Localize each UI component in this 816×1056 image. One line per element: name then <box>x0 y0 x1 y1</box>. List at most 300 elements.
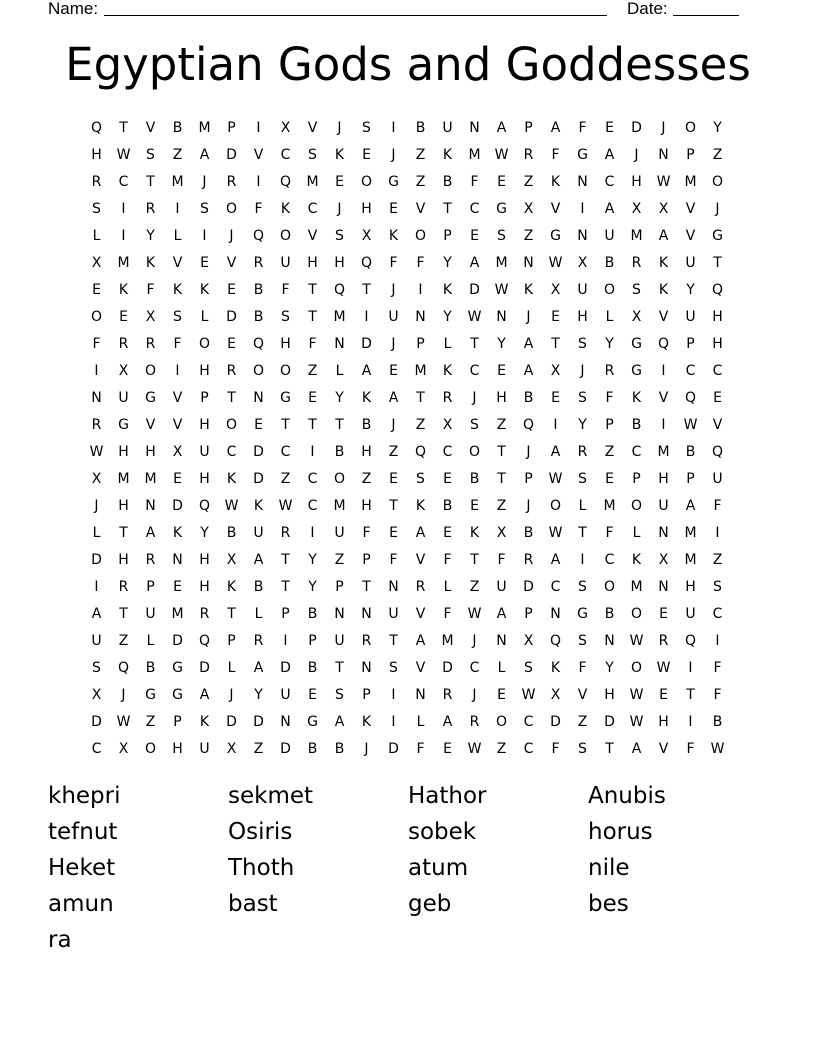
grid-letter: E <box>497 686 506 703</box>
grid-letter: C <box>307 470 318 487</box>
grid-letter: N <box>496 632 507 649</box>
grid-letter: L <box>92 227 101 244</box>
grid-row <box>83 708 731 735</box>
grid-letter: L <box>227 659 236 676</box>
grid-letter: K <box>280 200 291 217</box>
grid-letter: W <box>521 686 536 703</box>
grid-letter: M <box>684 524 697 541</box>
grid-letter: H <box>145 443 156 460</box>
grid-letter: D <box>253 443 264 460</box>
grid-letter: U <box>685 308 696 325</box>
grid-letter: E <box>389 524 398 541</box>
grid-letter: K <box>199 281 210 298</box>
grid-letter: J <box>526 308 531 325</box>
date-label: Date: <box>627 0 668 18</box>
grid-row <box>83 681 731 708</box>
grid-letter: A <box>658 227 669 244</box>
grid-letter: N <box>577 227 588 244</box>
grid-letter: E <box>308 389 317 406</box>
grid-letter: O <box>603 281 616 298</box>
grid-letter: Z <box>469 578 480 595</box>
grid-letter: G <box>118 416 129 433</box>
grid-letter: H <box>361 497 372 514</box>
grid-row <box>83 249 731 276</box>
word-list-item: tefnut <box>48 819 118 845</box>
grid-letter: B <box>334 740 345 757</box>
grid-letter: Q <box>333 281 346 298</box>
grid-letter: B <box>334 443 345 460</box>
grid-letter: J <box>472 632 477 649</box>
grid-letter: P <box>200 389 209 406</box>
grid-letter: E <box>443 740 452 757</box>
grid-letter: L <box>335 362 344 379</box>
grid-letter: P <box>443 227 452 244</box>
grid-letter: Q <box>711 281 724 298</box>
grid-letter: N <box>172 551 183 568</box>
page-title: Egyptian Gods and Goddesses <box>65 38 751 91</box>
grid-letter: H <box>604 686 615 703</box>
grid-letter: D <box>550 713 561 730</box>
grid-letter: V <box>415 200 426 217</box>
grid-letter: U <box>658 497 669 514</box>
grid-letter: J <box>337 119 342 136</box>
grid-letter: A <box>91 605 102 622</box>
grid-letter: B <box>631 416 642 433</box>
grid-letter: M <box>198 119 211 136</box>
grid-letter: K <box>118 281 129 298</box>
grid-letter: R <box>361 632 372 649</box>
grid-row <box>83 222 731 249</box>
word-list-item: horus <box>588 819 653 845</box>
grid-letter: L <box>443 335 452 352</box>
grid-letter: A <box>145 524 156 541</box>
grid-letter: B <box>307 605 318 622</box>
grid-letter: P <box>686 470 695 487</box>
grid-letter: B <box>307 659 318 676</box>
grid-letter: W <box>467 308 482 325</box>
grid-letter: R <box>199 605 210 622</box>
grid-letter: S <box>497 227 506 244</box>
grid-letter: U <box>442 119 453 136</box>
grid-letter: R <box>91 173 102 190</box>
grid-letter: O <box>198 335 211 352</box>
grid-letter: X <box>550 686 561 703</box>
grid-letter: H <box>361 443 372 460</box>
name-label: Name: <box>48 0 99 18</box>
grid-letter: X <box>631 200 642 217</box>
grid-letter: V <box>172 416 183 433</box>
grid-letter: R <box>253 632 264 649</box>
grid-letter: Z <box>388 443 399 460</box>
grid-letter: I <box>418 281 423 298</box>
grid-letter: Q <box>549 632 562 649</box>
grid-letter: B <box>604 254 615 271</box>
grid-letter: G <box>496 200 507 217</box>
grid-letter: V <box>253 146 264 163</box>
grid-letter: T <box>686 686 695 703</box>
grid-letter: N <box>496 308 507 325</box>
grid-letter: D <box>91 551 102 568</box>
grid-letter: Y <box>605 659 614 676</box>
grid-letter: B <box>712 713 723 730</box>
grid-letter: G <box>712 227 723 244</box>
grid-letter: C <box>523 713 534 730</box>
grid-letter: Q <box>657 335 670 352</box>
grid-letter: Y <box>578 416 587 433</box>
grid-letter: I <box>175 200 180 217</box>
grid-letter: A <box>523 335 534 352</box>
grid-letter: Q <box>117 659 130 676</box>
grid-letter: X <box>496 524 507 541</box>
grid-letter: P <box>524 470 533 487</box>
word-list-item: sekmet <box>228 783 314 809</box>
grid-letter: K <box>172 524 183 541</box>
grid-letter: A <box>550 443 561 460</box>
grid-letter: B <box>442 497 453 514</box>
grid-letter: G <box>172 686 183 703</box>
grid-letter: Y <box>497 335 506 352</box>
grid-letter: P <box>686 146 695 163</box>
grid-letter: F <box>578 659 587 676</box>
grid-letter: X <box>226 551 237 568</box>
grid-letter: K <box>550 659 561 676</box>
grid-letter: T <box>389 497 398 514</box>
word-list-item: sobek <box>408 819 477 845</box>
grid-letter: X <box>523 632 534 649</box>
grid-letter: G <box>172 659 183 676</box>
grid-letter: K <box>415 497 426 514</box>
grid-letter: U <box>118 389 129 406</box>
grid-letter: N <box>550 605 561 622</box>
grid-letter: O <box>279 362 292 379</box>
grid-letter: E <box>227 335 236 352</box>
grid-letter: U <box>388 605 399 622</box>
grid-letter: N <box>658 146 669 163</box>
grid-letter: A <box>550 551 561 568</box>
grid-letter: F <box>308 335 317 352</box>
grid-letter: C <box>469 362 480 379</box>
grid-letter: K <box>226 470 237 487</box>
grid-letter: X <box>442 416 453 433</box>
grid-letter: D <box>469 281 480 298</box>
grid-letter: V <box>712 416 723 433</box>
grid-letter: L <box>146 632 155 649</box>
grid-letter: T <box>335 659 344 676</box>
grid-letter: K <box>523 281 534 298</box>
grid-letter: C <box>280 146 291 163</box>
grid-letter: C <box>712 362 723 379</box>
grid-letter: S <box>578 470 587 487</box>
grid-letter: D <box>631 119 642 136</box>
grid-letter: C <box>712 605 723 622</box>
grid-letter: Z <box>577 713 588 730</box>
grid-letter: S <box>335 227 344 244</box>
grid-letter: Z <box>712 551 723 568</box>
grid-letter: T <box>551 335 560 352</box>
grid-letter: H <box>118 443 129 460</box>
grid-letter: K <box>442 281 453 298</box>
grid-letter: O <box>225 416 238 433</box>
grid-letter: G <box>631 362 642 379</box>
grid-letter: G <box>388 173 399 190</box>
grid-letter: Y <box>443 254 452 271</box>
grid-letter: A <box>523 362 534 379</box>
grid-letter: F <box>389 551 398 568</box>
grid-row <box>83 168 731 195</box>
grid-letter: W <box>629 686 644 703</box>
grid-letter: D <box>226 308 237 325</box>
grid-letter: C <box>118 173 129 190</box>
word-list-item: bast <box>228 891 278 917</box>
grid-letter: E <box>443 524 452 541</box>
grid-letter: I <box>94 578 99 595</box>
grid-letter: K <box>550 173 561 190</box>
word-list-item: bes <box>588 891 629 917</box>
grid-letter: N <box>280 713 291 730</box>
grid-letter: G <box>280 389 291 406</box>
grid-letter: Z <box>523 173 534 190</box>
grid-row <box>83 195 731 222</box>
grid-letter: C <box>604 551 615 568</box>
grid-letter: V <box>226 254 237 271</box>
grid-letter: R <box>658 632 669 649</box>
grid-letter: I <box>391 686 396 703</box>
grid-letter: M <box>630 578 643 595</box>
grid-letter: M <box>603 497 616 514</box>
grid-letter: B <box>685 443 696 460</box>
grid-letter: H <box>199 362 210 379</box>
grid-letter: S <box>524 659 533 676</box>
grid-letter: Q <box>414 443 427 460</box>
grid-letter: P <box>605 416 614 433</box>
grid-letter: J <box>391 335 396 352</box>
grid-letter: Y <box>443 308 452 325</box>
grid-letter: E <box>200 254 209 271</box>
grid-letter: L <box>497 659 506 676</box>
grid-letter: F <box>713 659 722 676</box>
grid-letter: P <box>227 632 236 649</box>
grid-letter: O <box>252 362 265 379</box>
grid-letter: R <box>280 524 291 541</box>
grid-letter: V <box>145 416 156 433</box>
grid-letter: M <box>117 254 130 271</box>
grid-letter: A <box>199 146 210 163</box>
grid-letter: F <box>713 497 722 514</box>
word-list-item: khepri <box>48 783 121 809</box>
grid-letter: X <box>118 740 129 757</box>
grid-letter: Z <box>415 173 426 190</box>
grid-letter: H <box>685 578 696 595</box>
grid-letter: W <box>683 416 698 433</box>
grid-letter: W <box>629 713 644 730</box>
grid-letter: L <box>443 578 452 595</box>
grid-letter: Y <box>146 227 155 244</box>
grid-letter: R <box>91 416 102 433</box>
grid-letter: T <box>308 416 317 433</box>
grid-row <box>83 654 731 681</box>
grid-letter: O <box>549 497 562 514</box>
grid-letter: I <box>391 119 396 136</box>
grid-letter: T <box>119 119 128 136</box>
grid-letter: M <box>495 254 508 271</box>
grid-letter: E <box>605 470 614 487</box>
grid-letter: O <box>630 497 643 514</box>
grid-letter: H <box>496 389 507 406</box>
grid-letter: E <box>551 389 560 406</box>
grid-row <box>83 357 731 384</box>
grid-letter: B <box>307 740 318 757</box>
grid-letter: J <box>364 740 369 757</box>
grid-letter: W <box>224 497 239 514</box>
grid-letter: R <box>415 578 426 595</box>
grid-letter: M <box>468 146 481 163</box>
grid-letter: I <box>310 443 315 460</box>
grid-letter: H <box>658 713 669 730</box>
grid-letter: E <box>254 416 263 433</box>
grid-letter: E <box>389 362 398 379</box>
grid-row <box>83 114 731 141</box>
grid-letter: M <box>684 551 697 568</box>
word-list-item: geb <box>408 891 452 917</box>
grid-letter: L <box>416 713 425 730</box>
letter-grid <box>83 114 731 762</box>
grid-letter: T <box>470 551 479 568</box>
grid-letter: R <box>145 551 156 568</box>
grid-letter: Q <box>252 227 265 244</box>
grid-letter: A <box>631 740 642 757</box>
grid-letter: M <box>414 362 427 379</box>
grid-letter: I <box>391 713 396 730</box>
grid-letter: P <box>335 578 344 595</box>
grid-letter: J <box>94 497 99 514</box>
grid-letter: N <box>253 389 264 406</box>
grid-letter: H <box>280 335 291 352</box>
grid-letter: C <box>442 443 453 460</box>
grid-letter: R <box>442 686 453 703</box>
grid-letter: E <box>497 173 506 190</box>
grid-letter: K <box>631 389 642 406</box>
grid-letter: T <box>119 605 128 622</box>
grid-letter: N <box>415 308 426 325</box>
grid-letter: E <box>389 470 398 487</box>
grid-letter: X <box>118 362 129 379</box>
grid-letter: S <box>632 281 641 298</box>
grid-letter: T <box>497 443 506 460</box>
grid-letter: K <box>226 578 237 595</box>
grid-row <box>83 492 731 519</box>
grid-letter: G <box>550 227 561 244</box>
grid-letter: X <box>523 200 534 217</box>
grid-letter: R <box>577 443 588 460</box>
grid-letter: D <box>604 713 615 730</box>
grid-letter: O <box>468 443 481 460</box>
grid-letter: P <box>227 119 236 136</box>
grid-letter: F <box>416 740 425 757</box>
grid-letter: H <box>172 740 183 757</box>
grid-letter: R <box>226 173 237 190</box>
grid-letter: W <box>629 632 644 649</box>
grid-letter: J <box>202 173 207 190</box>
grid-letter: X <box>658 200 669 217</box>
grid-letter: Z <box>523 227 534 244</box>
grid-letter: A <box>550 119 561 136</box>
grid-letter: K <box>388 227 399 244</box>
grid-letter: I <box>202 227 207 244</box>
grid-row <box>83 141 731 168</box>
grid-letter: C <box>604 173 615 190</box>
grid-letter: A <box>496 605 507 622</box>
grid-letter: T <box>443 200 452 217</box>
grid-letter: Z <box>496 497 507 514</box>
grid-letter: H <box>577 308 588 325</box>
word-list-item: Heket <box>48 855 116 881</box>
grid-letter: R <box>145 335 156 352</box>
grid-letter: W <box>548 470 563 487</box>
grid-letter: U <box>604 227 615 244</box>
grid-letter: S <box>173 308 182 325</box>
grid-letter: I <box>256 173 261 190</box>
grid-letter: I <box>715 524 720 541</box>
grid-letter: W <box>656 659 671 676</box>
word-list-item: ra <box>48 927 72 953</box>
grid-letter: T <box>362 578 371 595</box>
grid-letter: U <box>253 524 264 541</box>
grid-letter: S <box>200 200 209 217</box>
grid-letter: B <box>415 119 426 136</box>
grid-letter: N <box>145 497 156 514</box>
grid-letter: F <box>443 605 452 622</box>
grid-letter: X <box>145 308 156 325</box>
grid-letter: N <box>523 254 534 271</box>
grid-letter: S <box>335 686 344 703</box>
grid-letter: N <box>658 578 669 595</box>
grid-letter: A <box>253 551 264 568</box>
grid-letter: S <box>578 335 587 352</box>
grid-letter: R <box>118 578 129 595</box>
grid-letter: R <box>523 146 534 163</box>
grid-letter: N <box>334 335 345 352</box>
grid-letter: A <box>199 686 210 703</box>
grid-letter: H <box>361 200 372 217</box>
grid-letter: B <box>253 308 264 325</box>
grid-letter: V <box>685 200 696 217</box>
grid-letter: X <box>361 227 372 244</box>
grid-letter: Y <box>308 551 317 568</box>
grid-letter: O <box>495 713 508 730</box>
grid-letter: Y <box>713 119 722 136</box>
grid-letter: D <box>226 146 237 163</box>
grid-letter: L <box>200 308 209 325</box>
grid-letter: H <box>199 470 210 487</box>
grid-letter: T <box>713 254 722 271</box>
grid-letter: N <box>361 659 372 676</box>
grid-letter: M <box>657 443 670 460</box>
grid-letter: L <box>254 605 263 622</box>
grid-letter: G <box>145 686 156 703</box>
grid-letter: P <box>416 335 425 352</box>
grid-letter: D <box>280 659 291 676</box>
grid-letter: U <box>280 254 291 271</box>
grid-letter: C <box>523 740 534 757</box>
grid-letter: V <box>658 389 669 406</box>
grid-letter: F <box>470 173 479 190</box>
grid-letter: T <box>281 578 290 595</box>
grid-letter: V <box>145 119 156 136</box>
grid-letter: P <box>362 686 371 703</box>
grid-letter: M <box>117 470 130 487</box>
grid-letter: I <box>283 632 288 649</box>
grid-letter: V <box>415 659 426 676</box>
